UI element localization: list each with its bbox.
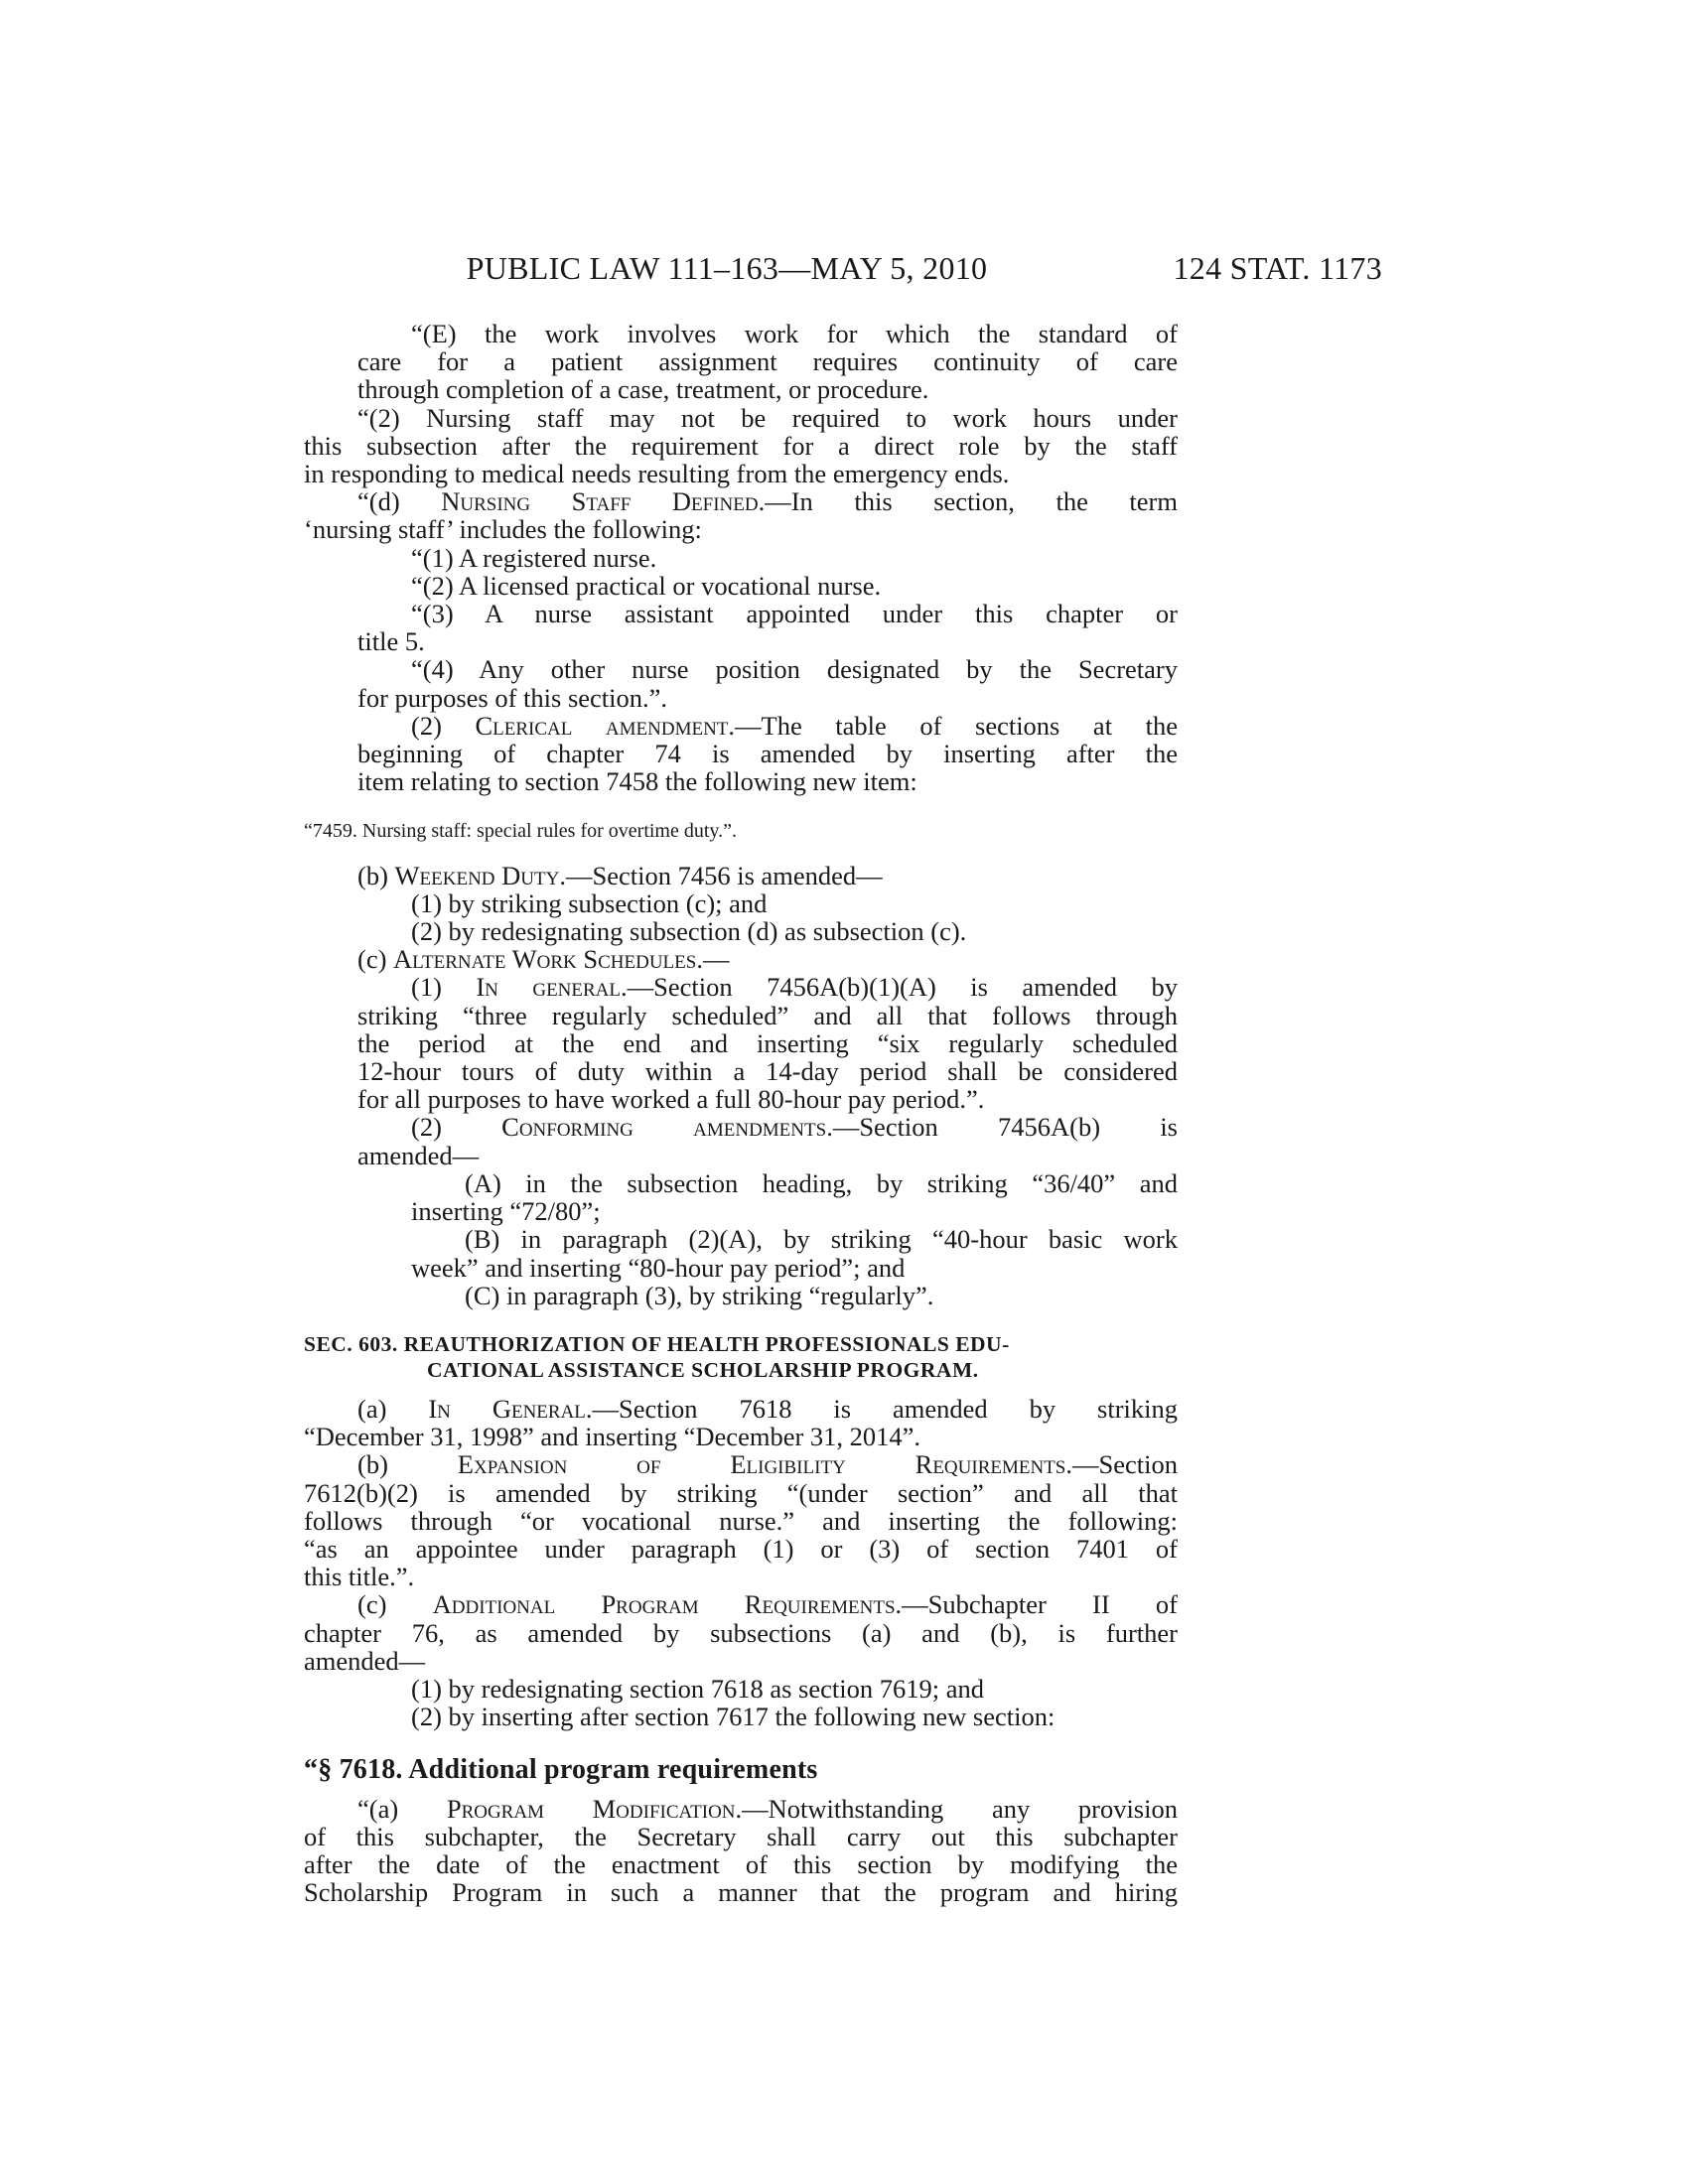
list-item: (1) by striking subsection (c); and (411, 887, 768, 918)
text-line: beginning of chapter 74 is amended by inserting after the (357, 739, 1178, 769)
text-line: ‘nursing staff’ includes the following: (304, 514, 702, 545)
text-line (304, 1113, 1178, 1141)
list-item (304, 1225, 1178, 1281)
list-item: “(1) A registered nurse. (411, 542, 657, 573)
paragraph-c2 (304, 404, 1178, 488)
paragraph-c-additional-requirements (304, 1590, 1178, 1675)
text-line: chapter 76, as amended by subsections (a) and (b), is further (304, 1617, 1178, 1648)
text-line: this title.”. (304, 1562, 415, 1592)
text-span: (1) (411, 972, 477, 1003)
running-head-title: PUBLIC LAW 111–163—MAY 5, 2010 (466, 250, 988, 286)
text-line: title 5. (357, 626, 425, 657)
text-line: “(4) Any other nurse position designated by the Secretary (411, 654, 1178, 685)
text-line: Scholarship Program in such a manner that the program and hiring (304, 1877, 1178, 1908)
paragraph-clerical-amendment (304, 712, 1178, 796)
subsection-heading: In General (428, 1393, 586, 1424)
text-line: the period at the end and inserting “six regularly scheduled (357, 1027, 1178, 1058)
text-line: “(3) A nurse assistant appointed under this chapter or (411, 599, 1178, 629)
section-title-7618: “§ 7618. Additional program requirements (304, 1754, 818, 1786)
text-line (304, 487, 1178, 515)
text-span: “(a) (357, 1793, 447, 1824)
text-line: “(2) Nursing staff may not be required to work hours under (357, 402, 1178, 433)
text-line: after the date of the enactment of this section by modifying the (304, 1848, 1178, 1879)
subsection-heading: Weekend Duty (394, 860, 560, 890)
paragraph-d-nursing-staff-defined (304, 487, 1178, 543)
table-of-sections-item: “7459. Nursing staff: special rules for overtime duty.”. (304, 820, 737, 843)
paragraph-alternate-work-schedules (304, 945, 1178, 973)
paragraph-b-expansion (304, 1450, 1178, 1590)
text-span: .—Section 7456 is amended— (559, 860, 883, 890)
subsection-heading: Clerical amendment (475, 710, 729, 741)
subsection-heading: Alternate Work Schedules (393, 944, 697, 975)
text-span: .—Section 7618 is amended by striking (585, 1393, 1178, 1424)
text-line: SEC. 603. REAUTHORIZATION OF HEALTH PROFESSIONALS EDU- (304, 1331, 1010, 1356)
list-item: (C) in paragraph (3), by striking “regularly”. (465, 1280, 934, 1310)
text-line: care for a patient assignment requires continuity of care (357, 346, 1178, 377)
paragraph-in-general (304, 973, 1178, 1113)
page-header (429, 250, 1382, 290)
text-line (304, 1395, 1178, 1423)
list-item: (2) by redesignating subsection (d) as subsection (c). (411, 916, 967, 947)
text-span: (c) (357, 944, 394, 975)
text-line: 7612(b)(2) is amended by striking “(under section” and all that (304, 1477, 1178, 1508)
text-span: “(d) (357, 486, 442, 517)
subsection-heading: Additional Program Requirements (432, 1589, 896, 1620)
statute-page-number: 124 STAT. 1173 (1173, 250, 1382, 286)
text-line (304, 1450, 1178, 1478)
text-line: (A) in the subsection heading, by striking “36/40” and (465, 1167, 1178, 1198)
text-line: (B) in paragraph (2)(A), by striking “40-hour basic work (465, 1224, 1178, 1255)
paragraph-conforming-amendments (304, 1113, 1178, 1168)
text-span: .—The table of sections at the (728, 710, 1178, 741)
text-line: item relating to section 7458 the following new item: (357, 766, 917, 797)
text-line: amended— (304, 1645, 426, 1676)
subsection-heading: Nursing Staff Defined (441, 486, 759, 517)
text-span: (c) (357, 1589, 433, 1620)
text-span: (2) (411, 710, 476, 741)
text-span: .—Section 7456A(b) is (826, 1112, 1178, 1143)
text-span: .—Subchapter II of (895, 1589, 1178, 1620)
text-line: for purposes of this section.”. (357, 682, 668, 713)
paragraph-program-modification (304, 1795, 1178, 1907)
text-span: (b) (357, 1449, 458, 1480)
document-body (304, 320, 1178, 1906)
text-line: striking “three regularly scheduled” and all that follows through (357, 1000, 1178, 1030)
list-item: (2) by inserting after section 7617 the following new section: (411, 1702, 1055, 1732)
subsection-heading: Expansion of Eligibility Requirements (457, 1449, 1066, 1480)
text-span: .— (696, 944, 730, 975)
subsection-heading: Conforming amendments (501, 1112, 827, 1143)
text-line: inserting “72/80”; (411, 1196, 601, 1227)
paragraph-c1-E (304, 320, 1178, 404)
text-line: for all purposes to have worked a full 80-hour pay period.”. (357, 1084, 985, 1115)
text-line (304, 712, 1178, 740)
paragraph-weekend-duty (304, 862, 1178, 889)
text-line: through completion of a case, treatment, or procedure. (357, 374, 929, 405)
list-item: “(2) A licensed practical or vocational nurse. (411, 570, 882, 601)
text-line (304, 1590, 1178, 1618)
text-line: “(E) the work involves work for which the standard of (411, 319, 1178, 348)
text-line (304, 973, 1178, 1001)
text-span: (2) (411, 1112, 502, 1143)
text-line: amended— (357, 1140, 480, 1170)
text-line: follows through “or vocational nurse.” and inserting the following: (304, 1505, 1178, 1536)
text-line: in responding to medical needs resulting from the emergency ends. (304, 459, 1010, 489)
text-line: week” and inserting “80-hour pay period”; and (411, 1252, 906, 1283)
text-line: 12-hour tours of duty within a 14-day period shall be considered (357, 1056, 1178, 1087)
text-line (304, 1795, 1178, 1823)
paragraph-a-in-general (304, 1395, 1178, 1450)
text-line: of this subchapter, the Secretary shall carry out this subchapter (304, 1821, 1178, 1851)
text-span: .—Section 7456A(b)(1)(A) is amended by (621, 972, 1178, 1003)
text-span: (a) (357, 1393, 429, 1424)
text-span: (b) (357, 860, 395, 890)
text-line: “December 31, 1998” and inserting “December 31, 2014”. (304, 1422, 921, 1452)
subsection-heading: Program Modification (446, 1793, 736, 1824)
text-line: CATIONAL ASSISTANCE SCHOLARSHIP PROGRAM. (427, 1357, 979, 1382)
text-span: .—In this section, the term (758, 486, 1178, 517)
text-line: this subsection after the requirement for a direct role by the staff (304, 430, 1178, 461)
list-item: (1) by redesignating section 7618 as section 7619; and (411, 1673, 984, 1704)
text-span: .—Section (1065, 1449, 1178, 1480)
text-line: “as an appointee under paragraph (1) or (3) of section 7401 of (304, 1533, 1178, 1564)
text-span: .—Notwithstanding any provision (735, 1793, 1178, 1824)
subsection-heading: In general (476, 972, 622, 1003)
section-heading-603 (304, 1331, 1178, 1383)
list-item (304, 655, 1178, 711)
list-item (304, 1169, 1178, 1225)
list-item (304, 600, 1178, 655)
